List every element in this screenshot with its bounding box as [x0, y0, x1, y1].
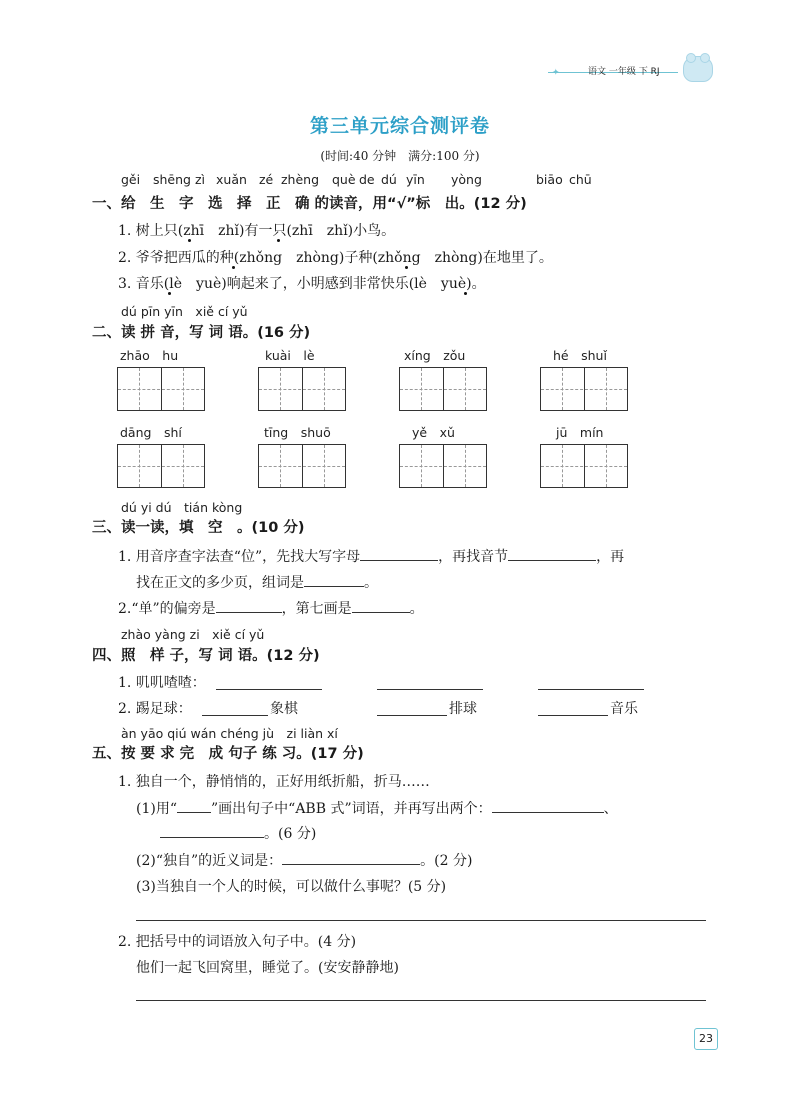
answer-line[interactable] [136, 1000, 706, 1001]
section3-q1-cont: 找在正文的多少页，组词是 。 [136, 572, 378, 592]
section3-heading: 三、读一读，填 空 。(10 分) [92, 520, 305, 536]
answer-blank[interactable] [160, 823, 264, 838]
answer-blank[interactable] [304, 572, 364, 587]
answer-blank[interactable] [352, 598, 410, 613]
answer-blank[interactable] [492, 798, 604, 813]
answer-blank[interactable] [282, 850, 420, 865]
page-title: 第三单元综合测评卷 [309, 115, 490, 137]
answer-blank[interactable] [216, 689, 322, 690]
section4-heading: 四、照 样 子，写 词 语。(12 分) [92, 648, 320, 664]
section4-pinyin: zhào yàng zi xiě cí yǔ [121, 627, 265, 642]
writing-grid[interactable] [258, 444, 346, 488]
answer-line[interactable] [136, 920, 706, 921]
section1-heading: 一、给 生 字 选 择 正 确 的读音，用“√”标 出。(12 分) [92, 196, 527, 212]
section5-pinyin: àn yāo qiú wán chéng jù zi liàn xí [121, 726, 338, 741]
word-pinyin: dāng shí [120, 425, 182, 440]
word-pinyin: jū mín [556, 425, 604, 440]
section5-passage: 1. 独自一个，静悄悄的，正好用纸折船，折马…… [118, 774, 430, 790]
section5-q2: 2. 把括号中的词语放入句子中。(4 分) [118, 934, 357, 950]
section5-sub3: (3)当独自一个人的时候，可以做什么事呢？(5 分) [136, 879, 447, 895]
emphasis-dot [277, 239, 280, 242]
writing-grid[interactable] [117, 367, 205, 411]
answer-blank[interactable] [377, 689, 483, 690]
writing-grid[interactable] [399, 444, 487, 488]
bear-mascot-icon [683, 56, 713, 82]
example-word: 象棋 [270, 701, 298, 717]
exam-info: (时间:40 分钟 满分:100 分) [320, 149, 480, 163]
section4-q2: 2. 踢足球： [118, 701, 192, 717]
word-pinyin: kuài lè [265, 348, 315, 363]
section5-heading: 五、按 要 求 完 成 句子 练 习。(17 分) [92, 746, 364, 762]
answer-blank[interactable] [508, 546, 596, 561]
section5-sub1: (1)用“ ”画出句子中“ABB 式”词语，并再写出两个： 、 [136, 798, 618, 818]
emphasis-dot [168, 292, 171, 295]
section4-q1: 1. 叽叽喳喳： [118, 675, 206, 691]
section1-item: 1. 树上只(zhī zhǐ)有一只(zhī zhǐ)小鸟。 [118, 223, 396, 239]
writing-grid[interactable] [540, 367, 628, 411]
word-pinyin: xíng zǒu [404, 348, 466, 363]
section2-heading: 二、读 拼 音，写 词 语。(16 分) [92, 325, 311, 341]
answer-blank[interactable] [538, 689, 644, 690]
section5-sub1-cont: 。(6 分) [160, 823, 316, 843]
section1-item: 2. 爷爷把西瓜的种(zhǒng zhòng)子种(zhǒng zhòng)在地里了。 [118, 250, 553, 266]
emphasis-dot [464, 292, 467, 295]
example-word: 排球 [449, 701, 477, 717]
section3-pinyin: dú yi dú tián kòng [121, 500, 243, 515]
writing-grid[interactable] [540, 444, 628, 488]
answer-blank[interactable] [538, 715, 608, 716]
header-star-icon: ✦ [552, 68, 560, 78]
answer-blank[interactable] [216, 598, 282, 613]
section3-q1: 1. 用音序查字法查“位”，先找大写字母 ，再找音节 ，再 [118, 546, 624, 566]
answer-blank[interactable] [377, 715, 447, 716]
section5-sub2: (2)“独自”的近义词是： 。(2 分) [136, 850, 472, 870]
emphasis-dot [232, 266, 235, 269]
section1-item: 3. 音乐(lè yuè)响起来了，小明感到非常快乐(lè yuè)。 [118, 276, 486, 292]
writing-grid[interactable] [399, 367, 487, 411]
page-number: 23 [694, 1028, 718, 1050]
word-pinyin: yě xǔ [412, 425, 455, 440]
word-pinyin: hé shuǐ [553, 348, 607, 363]
word-pinyin: zhāo hu [120, 348, 179, 363]
emphasis-dot [405, 266, 408, 269]
section5-q2-sentence: 他们一起飞回窝里，睡觉了。(安安静静地) [136, 960, 399, 976]
word-pinyin: tīng shuō [264, 425, 331, 440]
writing-grid[interactable] [258, 367, 346, 411]
section3-q2: 2.“单”的偏旁是 ，第七画是 。 [118, 598, 424, 618]
section2-pinyin: dú pīn yīn xiě cí yǔ [121, 304, 248, 319]
book-label: 语文 一年级 下 RJ [588, 67, 660, 77]
underline-sample [177, 798, 211, 813]
example-word: 音乐 [610, 701, 638, 717]
writing-grid[interactable] [117, 444, 205, 488]
emphasis-dot [188, 239, 191, 242]
answer-blank[interactable] [202, 715, 268, 716]
answer-blank[interactable] [360, 546, 438, 561]
